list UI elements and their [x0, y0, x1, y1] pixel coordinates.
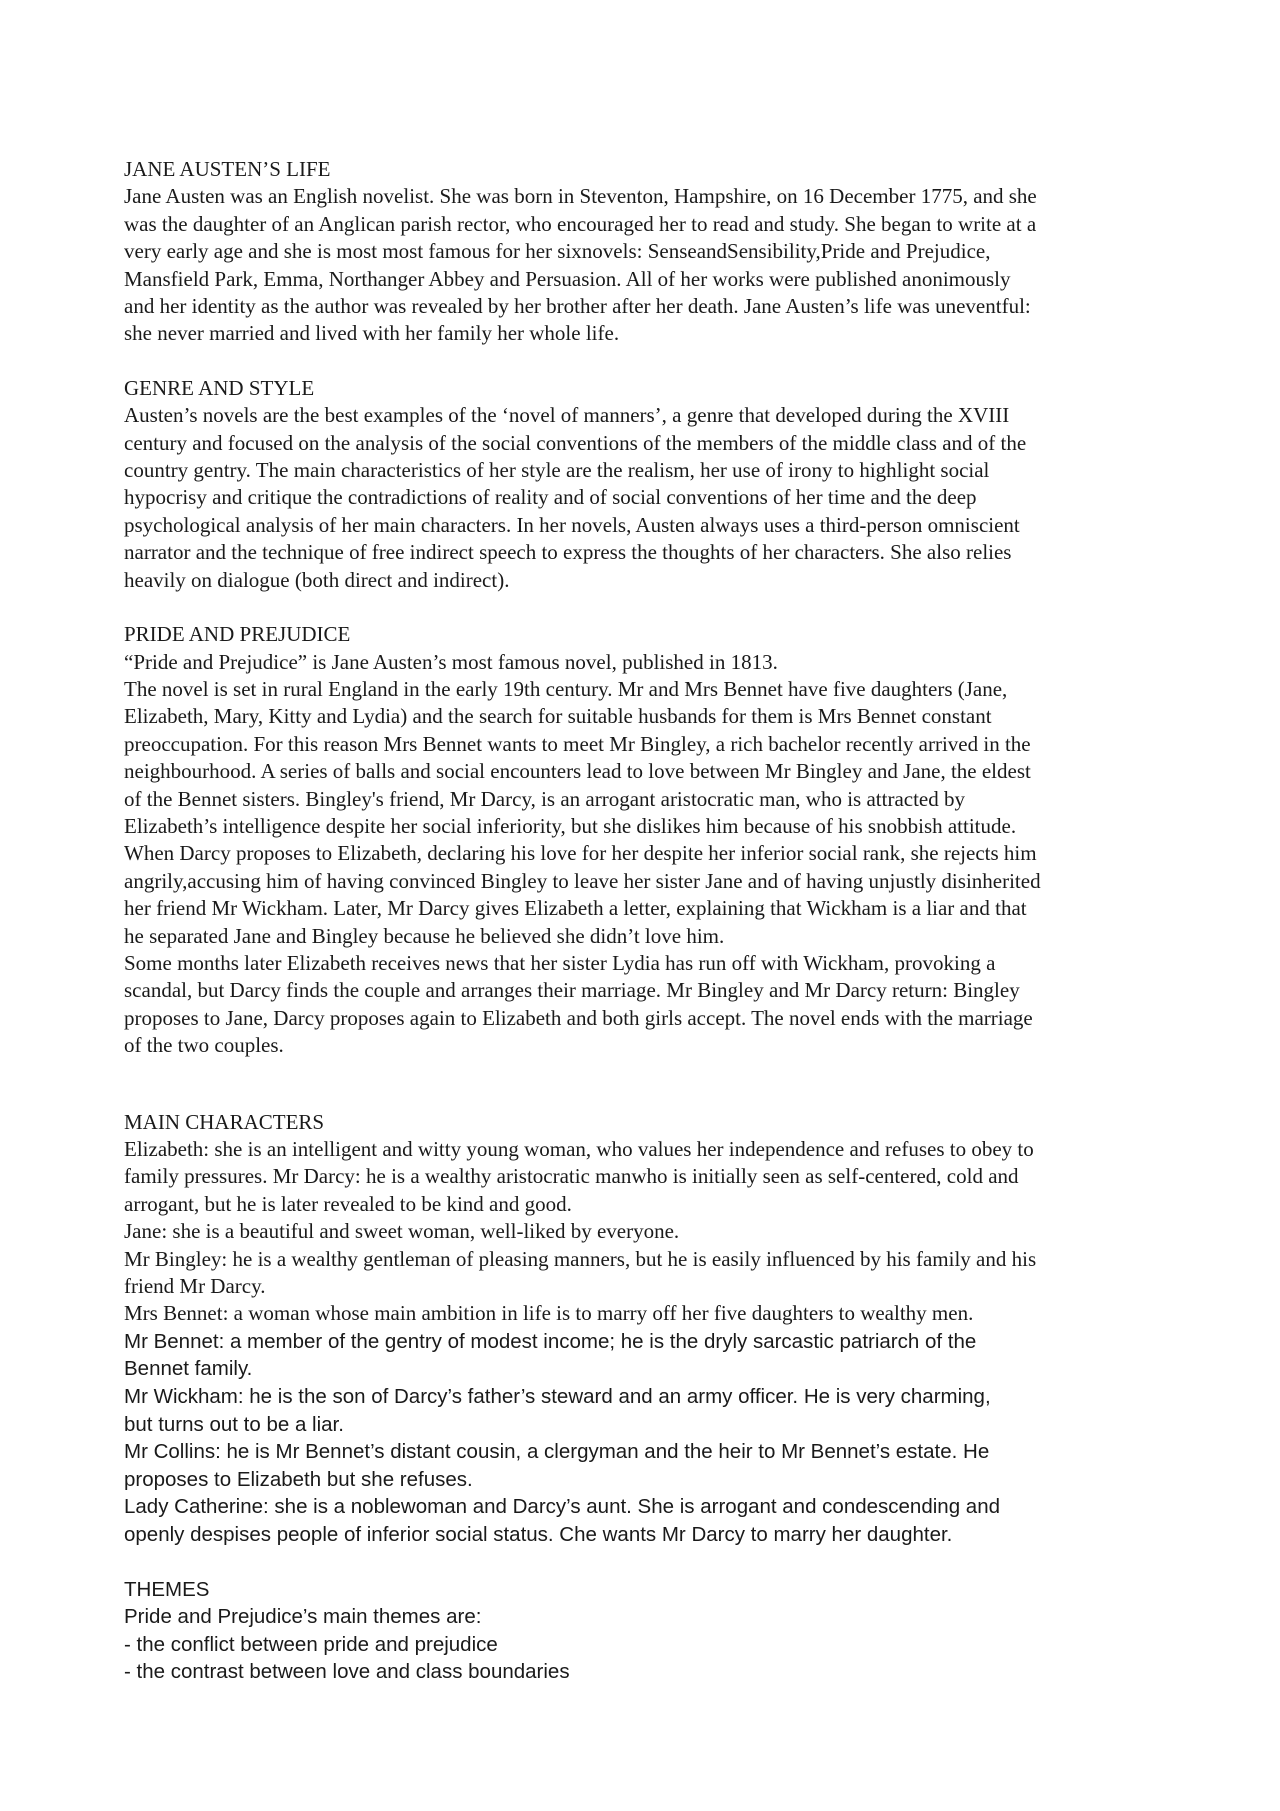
paragraph-line: her friend Mr Wickham. Later, Mr Darcy gives Elizabeth a letter, explaining that Wickham is a liar and that — [124, 896, 1027, 921]
character-line: arrogant, but he is later revealed to be kind and good. — [124, 1191, 572, 1216]
paragraph-line: and her identity as the author was revealed by her brother after her death. Jane Austen’s life was uneventful: — [124, 294, 1031, 319]
paragraph-line: country gentry. The main characteristics of her style are the realism, her use of irony to highlight social — [124, 458, 990, 483]
paragraph-line: When Darcy proposes to Elizabeth, declaring his love for her despite her inferior social rank, she rejects him — [124, 841, 1037, 866]
character-line: but turns out to be a liar. — [124, 1412, 344, 1436]
character-line: Lady Catherine: she is a noblewoman and Darcy’s aunt. She is arrogant and condescending and — [124, 1495, 1000, 1519]
paragraph-line: Austen’s novels are the best examples of the ‘novel of manners’, a genre that developed during the XVIII — [124, 403, 1010, 428]
paragraph-line: Elizabeth, Mary, Kitty and Lydia) and the search for suitable husbands for them is Mrs Bennet constant — [124, 704, 992, 729]
character-line: Mr Wickham: he is the son of Darcy’s father’s steward and an army officer. He is very charming, — [124, 1385, 991, 1409]
character-line: Mr Collins: he is Mr Bennet’s distant cousin, a clergyman and the heir to Mr Bennet’s estate. He — [124, 1440, 990, 1464]
paragraph-line: century and focused on the analysis of the social conventions of the members of the middle class and of the — [124, 430, 1027, 455]
paragraph-line: scandal, but Darcy finds the couple and arranges their marriage. Mr Bingley and Mr Darcy return: Bingley — [124, 978, 1020, 1003]
paragraph-line: neighbourhood. A series of balls and social encounters lead to love between Mr Bingley and Jane, the eldest — [124, 759, 1031, 784]
section-genre — [124, 375, 1184, 594]
paragraph-line: psychological analysis of her main characters. In her novels, Austen always uses a third-person omniscient — [124, 512, 1020, 537]
section-heading-genre: GENRE AND STYLE — [124, 375, 315, 400]
theme-line: Pride and Prejudice’s main themes are: — [124, 1605, 482, 1629]
paragraph-line: Elizabeth’s intelligence despite her social inferiority, but she dislikes him because of his snobbish attitude. — [124, 813, 1017, 838]
paragraph-line: was the daughter of an Anglican parish rector, who encouraged her to read and study. She began to write at a — [124, 211, 1037, 236]
character-line: Mr Bennet: a member of the gentry of modest income; he is the dryly sarcastic patriarch of the — [124, 1329, 977, 1353]
character-line: openly despises people of inferior social status. Che wants Mr Darcy to marry her daughter. — [124, 1523, 953, 1546]
section-heading-characters: MAIN CHARACTERS — [124, 1109, 325, 1134]
paragraph-line: preoccupation. For this reason Mrs Bennet wants to meet Mr Bingley, a rich bachelor recently arrived in the — [124, 731, 1031, 756]
paragraph-line: angrily,accusing him of having convinced Bingley to leave her sister Jane and of having unjustly disinherited — [124, 868, 1041, 893]
character-line: Bennet family. — [124, 1357, 253, 1381]
paragraph-line: Mansfield Park, Emma, Northanger Abbey and Persuasion. All of her works were published anonimously — [124, 266, 1011, 291]
paragraph-line: she never married and lived with her family her whole life. — [124, 321, 620, 346]
paragraph-line: of the Bennet sisters. Bingley's friend, Mr Darcy, is an arrogant aristocratic man, who is attracted by — [124, 786, 966, 811]
character-line: Jane: she is a beautiful and sweet woman, well-liked by everyone. — [124, 1219, 680, 1244]
section-heading-themes: THEMES — [124, 1577, 210, 1601]
paragraph-line: he separated Jane and Bingley because he believed she didn’t love him. — [124, 923, 725, 948]
theme-line: - the conflict between pride and prejudice — [124, 1632, 498, 1656]
paragraph-line: heavily on dialogue (both direct and indirect). — [124, 567, 510, 592]
section-pride-and-prejudice — [124, 621, 1184, 1060]
section-themes — [124, 1576, 1184, 1686]
paragraph-line: “Pride and Prejudice” is Jane Austen’s most famous novel, published in 1813. — [124, 649, 778, 674]
character-line: friend Mr Darcy. — [124, 1274, 266, 1299]
document-page — [124, 156, 1184, 1686]
spacer — [124, 1060, 1184, 1109]
paragraph-line: The novel is set in rural England in the early 19th century. Mr and Mrs Bennet have five daughters (Jane, — [124, 676, 1008, 701]
paragraph-line: of the two couples. — [124, 1033, 284, 1058]
character-line: proposes to Elizabeth but she refuses. — [124, 1467, 473, 1491]
character-line: Elizabeth: she is an intelligent and witty young woman, who values her independence and refuses to obey to — [124, 1137, 1034, 1161]
section-heading-life: JANE AUSTEN’S LIFE — [124, 157, 331, 181]
paragraph-line: very early age and she is most most famous for her sixnovels: SenseandSensibility,Pride and Prejudice, — [124, 239, 991, 264]
theme-line: - the contrast between love and class boundaries — [124, 1660, 570, 1684]
spacer — [124, 1549, 1184, 1576]
character-line: Mr Bingley: he is a wealthy gentleman of pleasing manners, but he is easily influenced by his family and his — [124, 1246, 1037, 1271]
section-life — [124, 156, 1184, 348]
section-main-characters — [124, 1109, 1184, 1549]
paragraph-line: Some months later Elizabeth receives news that her sister Lydia has run off with Wickham, provoking a — [124, 950, 996, 975]
spacer — [124, 348, 1184, 375]
spacer — [124, 594, 1184, 621]
paragraph-line: hypocrisy and critique the contradictions of reality and of social conventions of her time and the deep — [124, 485, 977, 510]
paragraph-line: proposes to Jane, Darcy proposes again to Elizabeth and both girls accept. The novel ends with the marriage — [124, 1005, 1033, 1030]
character-line: Mrs Bennet: a woman whose main ambition in life is to marry off her five daughters to wealthy men. — [124, 1301, 974, 1326]
section-heading-pride: PRIDE AND PREJUDICE — [124, 622, 351, 647]
paragraph-line: narrator and the technique of free indirect speech to express the thoughts of her characters. She also relies — [124, 540, 1012, 565]
paragraph-line: Jane Austen was an English novelist. She was born in Steventon, Hampshire, on 16 December 1775, and she — [124, 184, 1037, 209]
character-line: family pressures. Mr Darcy: he is a wealthy aristocratic manwho is initially seen as self-centered, cold and — [124, 1164, 1019, 1189]
